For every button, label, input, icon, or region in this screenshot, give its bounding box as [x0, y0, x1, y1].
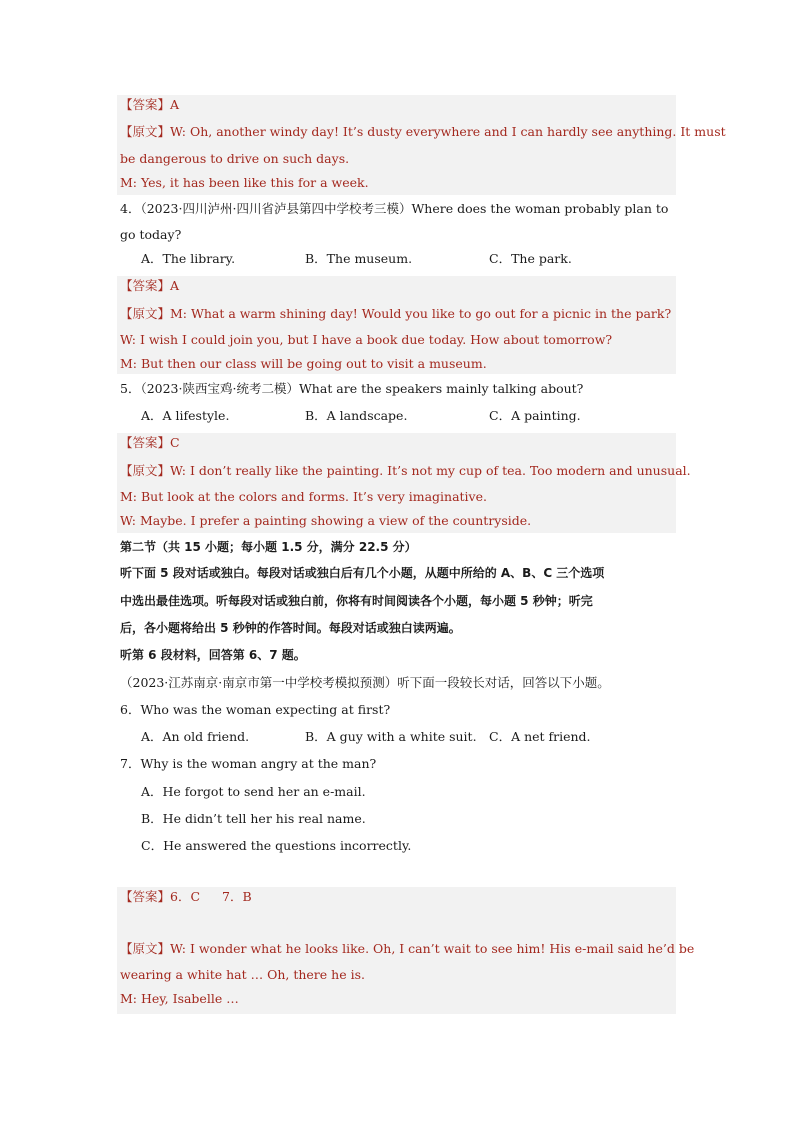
- section-instructions: 听下面 5 段对话或独白。每段对话或独白后有几个小题，从题中所给的 A、B、C 三个选项: [120, 566, 605, 580]
- transcript-line: 【原文】W: I don’t really like the painting. It’s not my cup of tea. Too modern and unusual.: [120, 463, 691, 478]
- material-heading: 听第 6 段材料，回答第 6、7 题。: [120, 648, 306, 662]
- option-a: A．An old friend.: [141, 729, 250, 744]
- option-a: A．The library.: [141, 251, 236, 266]
- option-c: C．The park.: [489, 251, 572, 266]
- option-b: B．A guy with a white suit.: [305, 729, 477, 744]
- answer-label: 【答案】A: [120, 278, 180, 293]
- material-source: （2023·江苏南京·南京市第一中学校考模拟预测）听下面一段较长对话，回答以下小题。: [120, 675, 610, 690]
- option-b: B．A landscape.: [305, 408, 408, 423]
- transcript-line: wearing a white hat … Oh, there he is.: [120, 967, 365, 982]
- option-b: B．He didn’t tell her his real name.: [141, 811, 366, 826]
- question-stem: 5．（2023·陕西宝鸡·统考二模）What are the speakers mainly talking about?: [120, 381, 584, 396]
- transcript-line: 【原文】W: I wonder what he looks like. Oh, I can’t wait to see him! His e-mail said he’d be: [120, 941, 695, 956]
- transcript-line: W: Maybe. I prefer a painting showing a view of the countryside.: [120, 513, 532, 528]
- option-c: C．He answered the questions incorrectly.: [141, 838, 412, 853]
- answer-7: 7．B: [222, 889, 252, 904]
- option-c: C．A net friend.: [489, 729, 591, 744]
- transcript-line: M: Hey, Isabelle …: [120, 991, 239, 1006]
- option-c: C．A painting.: [489, 408, 581, 423]
- transcript-line: 【原文】W: Oh, another windy day! It’s dusty everywhere and I can hardly see anything. It must: [120, 124, 726, 139]
- question-stem: go today?: [120, 227, 182, 242]
- question-stem: 4．（2023·四川泸州·四川省泸县第四中学校考三模）Where does the woman probably plan to: [120, 201, 669, 216]
- transcript-line: W: I wish I could join you, but I have a book due today. How about tomorrow?: [120, 332, 613, 347]
- answer-6: 6．C: [170, 889, 201, 904]
- option-a: A．He forgot to send her an e-mail.: [141, 784, 366, 799]
- answer-line: [120, 888, 676, 906]
- section-instructions: 后，各小题将给出 5 秒钟的作答时间。每段对话或独白读两遍。: [120, 621, 461, 635]
- transcript-line: M: But look at the colors and forms. It’s very imaginative.: [120, 489, 487, 504]
- question-stem: 6．Who was the woman expecting at first?: [120, 702, 391, 717]
- answer-label: 【答案】C: [120, 435, 180, 450]
- transcript-line: M: Yes, it has been like this for a week.: [120, 175, 369, 190]
- option-b: B．The museum.: [305, 251, 413, 266]
- section-heading: 第二节（共 15 小题；每小题 1.5 分，满分 22.5 分）: [120, 540, 417, 554]
- transcript-line: be dangerous to drive on such days.: [120, 151, 350, 166]
- answer-label: 【答案】A: [120, 97, 180, 112]
- section-instructions: 中选出最佳选项。听每段对话或独白前，你将有时间阅读各个小题，每小题 5 秒钟；听完: [120, 594, 593, 608]
- option-a: A．A lifestyle.: [141, 408, 230, 423]
- question-stem: 7．Why is the woman angry at the man?: [120, 756, 377, 771]
- transcript-line: 【原文】M: What a warm shining day! Would you like to go out for a picnic in the park?: [120, 306, 672, 321]
- transcript-line: M: But then our class will be going out to visit a museum.: [120, 356, 487, 371]
- answer-label: 【答案】: [120, 889, 171, 904]
